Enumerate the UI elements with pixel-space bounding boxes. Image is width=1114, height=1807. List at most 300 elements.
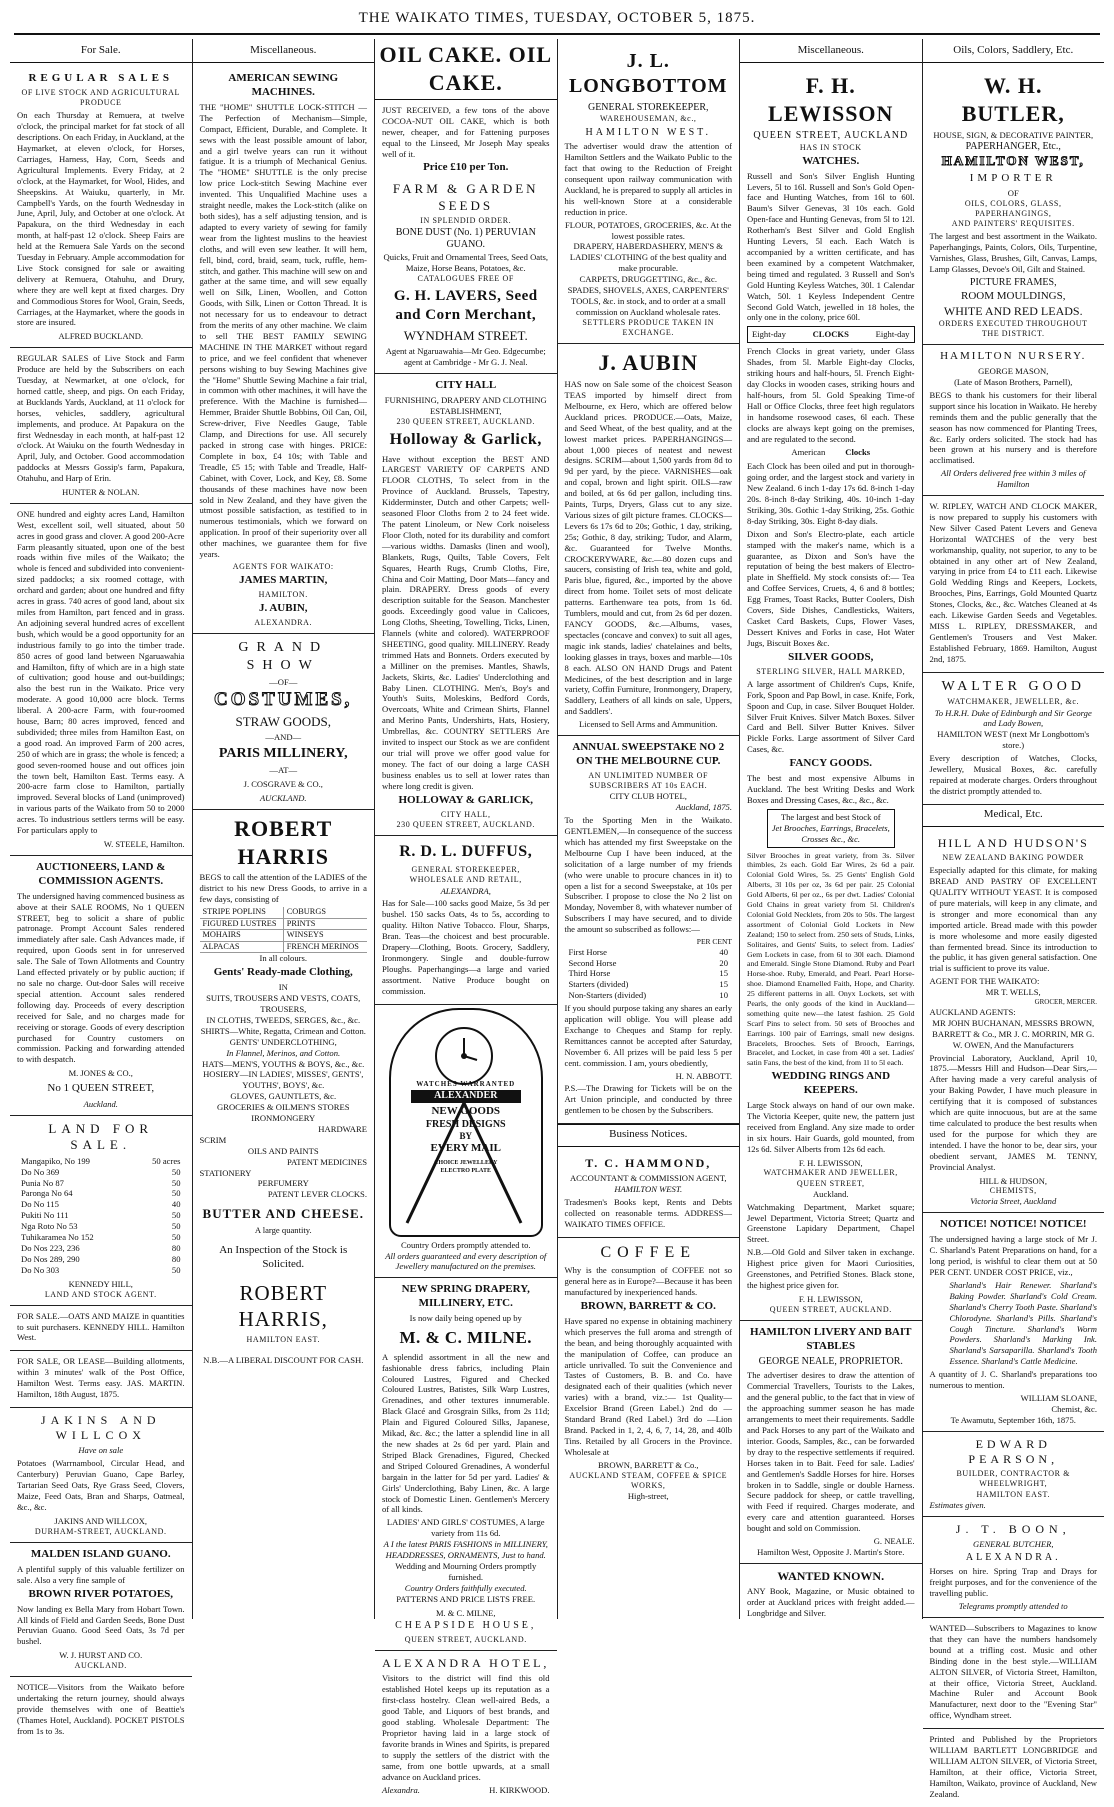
ad-street: WYNDHAM STREET.: [403, 327, 528, 343]
ad-ripley: [923, 496, 1105, 673]
fabric-row: [200, 907, 368, 919]
lot-place: Do No 303: [21, 1264, 60, 1275]
ad-title: J. L. LONGBOTTOM: [568, 50, 728, 98]
lot-place: Do Nos 289, 290: [21, 1253, 80, 1264]
ad-date: Auckland, 1875.: [675, 802, 732, 813]
ad-millinery: PARIS MILLINERY,: [218, 746, 348, 762]
prize-label: Starters (divided): [568, 979, 629, 990]
ad-line: An Inspection of the Stock is Solicited.: [219, 1243, 348, 1270]
ad-agents: Agent at Ngaruawahia—Mr Geo. Edgecumbe; agent at Cambridge - Mr G. J. Neal.: [385, 346, 546, 368]
ad-signature: BROWN, BARRETT & Co.,: [597, 1459, 699, 1470]
lot-acres: 40: [171, 1199, 181, 1210]
badge-line: NEW GOODS: [431, 1104, 501, 1117]
ad-title: GRAND SHOW: [238, 640, 329, 674]
lot-row: [17, 1210, 185, 1221]
ad-agent-name: JAMES MARTIN,: [239, 574, 328, 587]
ad-line: In Flannel, Merinos, and Cotton.: [226, 1047, 341, 1058]
ad-address: 230 QUEEN STREET, AUCKLAND.: [396, 819, 535, 829]
fabric-item: MOHAIRS: [200, 930, 284, 941]
section-heading: Business Notices.: [558, 1124, 740, 1147]
lot-row: [17, 1156, 185, 1167]
ad-subtitle: ACCOUNTANT & COMMISSION AGENT,: [569, 1173, 727, 1184]
ad-subtitle: AN UNLIMITED NUMBER OF SUBSCRIBERS AT 10s EACH.: [588, 771, 709, 791]
fabric-row: [200, 942, 368, 954]
ad-alexander-jeweller: [375, 1005, 557, 1279]
ad-place: Auckland.: [83, 1098, 118, 1109]
ad-jakins-willcox: [10, 1408, 192, 1543]
prize-value: 15: [719, 979, 728, 990]
lot-place: Do No 115: [21, 1199, 59, 1210]
ad-line: SCRIM: [199, 1134, 227, 1145]
ad-name: BROWN, BARRETT & CO.: [580, 1299, 716, 1312]
lot-row: [17, 1178, 185, 1189]
lot-row: [17, 1254, 185, 1265]
ad-line: PERFUMERY: [257, 1178, 309, 1189]
ad-signature-row: [382, 1785, 550, 1796]
ad-line: WHITE AND RED LEADS.: [943, 303, 1083, 318]
ad-line: IRONMONGERY: [251, 1113, 316, 1124]
ad-oil-cake: [375, 100, 557, 374]
ad-body: Provincial Laboratory, Auckland, April 10, 1875.—Messrs Hill and Hudson—Dear Sirs,—After having made a very careful analysis of your Baking Powder, I have much pleasure in certifying that it is composed of substances which are quite innocuous, but are at the same time calculated to produce the best results when used for the purpose for which they are intended. I have the honor to be, dear sirs, your obedient servant, JAMES M. TENNY, Provincial Analyst.: [929, 1052, 1097, 1172]
ad-line: All orders guaranteed and every description of Jewellery manufactured on the premises.: [385, 1250, 547, 1272]
ad-body: The advertiser would draw the attention of Hamilton Settlers and the Waikato Public to the fact that owing to the Reduction of Freight consequent upon railway communication with Auckland, he is prepared to supply all articles in his well-known Store at a considerable reduction in price.: [564, 141, 732, 217]
ad-place: Alexandra.: [382, 1784, 420, 1795]
ad-line: PATTERNS AND PRICE LISTS FREE.: [396, 1593, 536, 1604]
ad-line: STERLING SILVER, HALL MARKED,: [756, 666, 906, 676]
column-miscellaneous: [193, 39, 376, 1619]
ad-body: N.B.—Old Gold and Silver taken in exchange. Highest price given for Maori Curiosities, Greenstones, and Petrified Stones. Black stone, the highest price given for.: [747, 1247, 915, 1290]
ad-title: JAKINS AND WILLCOX: [40, 1413, 161, 1443]
ad-body: HAS now on Sale some of the choicest Season TEAS imported by himself direct from Melbourne, ex Hero, which are offered below Auckland prices. PRODUCE.—Oats, Maize, and Seed Wheat, of the best quality, and at the lowest market prices. PAPERHANGINGS—about 1,000 pieces of neatest and newest designs. SCRIM—about 1,500 yards from 8d to 9d per yard, by the piece. VARNISHES—oak and copal, brown and light spirit. OILS—raw and boiled, at 6s 6d per gallon, including tins. Paints, Turps, Dryers, Glass cut to any size. Various sizes of gilt picture frames. CLOCKS—Levers 6s 17s 6d to 20s; Gothic, 1 day, striking, 25s; Gothic, 8 day, striking; Tudor, and Alarm, &c. Guaranteed for Twelve Months. CROCKERYWARE, &c.—80 dozen cups and saucers, consisting of Irish tea, white and gold, Paris blue, figured, &c., imported by the above direct from home. Toilet sets of most delicate patterns. Earthenware tea pots, from 1s 6d. Tumblers, mould and cut, from 2s 6d per dozen. FANCY GOODS, &c.—Albums, vases, spectacles (concave and convex) to suit all ages, magic ink stands, ladies' chatelaines and belts, looking glasses in trays, boxes and marble—10s 8 each. ALSO ON HAND Drugs and Patent Medicines, of the best description and in large variety, Coffin Furniture, Ironmongery, Drapery, Saddlery, Leathers of all kinds on sale, Uppers, and Saddlers'.: [564, 379, 732, 717]
prize-label: Third Horse: [568, 968, 611, 979]
prize-header: PER CENT: [696, 937, 732, 947]
ad-title: ALEXANDRA HOTEL,: [382, 1656, 550, 1671]
ad-place: AUCKLAND.: [74, 1661, 127, 1670]
prize-label: First Horse: [568, 946, 607, 957]
lot-row: [17, 1221, 185, 1232]
ad-line: GENTS' UNDERCLOTHING,: [229, 1036, 337, 1047]
ad-body: NOTICE—Visitors from the Waikato before undertaking the return journey, should always provide themselves with one of Beattie's (Thames Hotel, Auckland). POCKET PISTOLS from 1s to 3s.: [17, 1682, 185, 1736]
prize-row: [565, 979, 733, 990]
ad-body: Russell and Son's Silver English Hunting Levers, 5l to 16l. Russell and Son's Gold Open-face and Hunting Watches, from 16l to 60l. Baum's Silver Genevas, 3l 10s each. Gold Open-face and Hunting Genevas, from 5l to 12l. Rotherham's Best Silver and Gold English Hunting Levers, 5l each. Each Watch is accompanied by a written certificate, and has been examined by a competent Watchmaker, being timed and regulated. 3 Russell and Son's Gold Hunting Keyless Watches, 30l. 1 Calendar Watch, 50l. 1 Keyless Independent Centre Second Gold Watch, jewelled in 18 holes, the only one in the colony, price 60l.: [747, 170, 915, 323]
ad-line: ROOM MOULDINGS,: [960, 289, 1066, 302]
ad-line: SHIRTS—White, Regatta, Crimean and Cotton.: [200, 1025, 366, 1036]
ad-signature: Chemist, &c.: [1051, 1403, 1097, 1414]
ad-duffus: [375, 836, 557, 1005]
ad-body: Large Stock always on hand of our own make. The Victoria Keeper, quite new, the pattern just received from England. Any size made to order in six hours. Hair Guards, gold mounted, from 12s 6d. Silver Alberts from 12s 6d each.: [747, 1100, 915, 1154]
ad-straw: STRAW GOODS,: [235, 713, 331, 729]
ad-signature: KENNEDY HILL,: [68, 1278, 133, 1289]
ad-title: NEW SPRING DRAPERY, MILLINERY, ETC.: [401, 1283, 530, 1310]
ad-address: No 1 QUEEN STREET,: [47, 1082, 155, 1094]
ad-head: CITY HALL: [435, 379, 497, 392]
ad-body: ONE hundred and eighty acres Land, Hamilton West, excellent soil, well situated, about 50 acres in good grass and clover. A good 200-Acre Farm pleasantly situated, upon one of the best roads within five miles of the Waikato; the whole is fenced and subdivided into convenient-sized paddocks; a six roomed cottage, with orchard and garden; about one hundred and fifty acres in grass. 740 acres of good land, about six miles from Hamilton, part fenced and in grass. An adjoining several hundred acres of excellent bush, which would be a good opportunity for an industrious family to go into the timber trade. 850 acres of good land between Ngaruawahia and Hamilton, fifty of which are in a high state of cultivation; good house and out-buildings; also the best run in the Waikato. Price very moderate. A good 10,000 acre block. Terms liberal. A 200-acre Farm, with four-roomed house, Barn; 80 acres improved, fenced and subdivided; three miles from Hamilton East, on a good road. An improved Farm of 200 acres, 250 of which are in grass; the whole is fenced; a good seven-roomed house and out offices join the town belt, Hamilton East. Terms easy. A 200-acre farm close to Hamilton, partially improved. Several blocks of Land (unimproved) in various parts of the Waikato from 50 to 2000 acres. To industrious settlers terms will be easy. For particulars apply to: [17, 508, 185, 836]
ad-body: Tradesmen's Books kept, Rents and Debts collected on reasonable terms. ADDRESS—WAIKATO TIMES OFFICE.: [564, 1197, 732, 1230]
lot-acres: 50: [171, 1264, 181, 1275]
ad-subtitle: WHOLESALE AND RETAIL,: [409, 875, 522, 885]
ad-title: F. H. LEWISSON: [768, 72, 894, 126]
ad-body: A quantity of J. C. Sharland's preparations too numerous to mention.: [929, 1369, 1097, 1391]
ad-signature: F. H. LEWISSON,: [798, 1293, 863, 1304]
clocks-banner: [747, 326, 915, 343]
ad-signature: M. JONES & CO.,: [68, 1068, 133, 1079]
lot-acres: 80: [171, 1243, 181, 1253]
ad-line: PATENT LEVER CLOCKS.: [267, 1189, 367, 1200]
ad-body: Has for Sale—100 sacks good Maize, 5s 3d per bushel. 150 sacks Oats, 4s to 5s, according to quality. Hilton Native Tobacco. Flour, Sharps, Bran. Teas—the choicest and best procurable. Drapery—Clothing, Boots. Grocery, Saddlery, Ironmongery. Single and double-furrow Ploughs. Paperhangings—a large and varied assortment. Native Produce bought on commission.: [382, 898, 550, 996]
clocks-left: Eight-day: [752, 329, 786, 340]
ad-line: PATENT MEDICINES: [287, 1156, 367, 1167]
ad-body: Silver Brooches in great variety, from 3s. Silver thimbles, 2s each. Gold Ear Wires, 2s 6d a pair. Colonial Gold Wires, 5s. 25 Gents' English Gold Alberts, 3l 10s per oz, 3s 6d per pair. 25 Colonial Gold Alberts, 6l per oz., 6s per dwt. Ladies' Colonial Gold Chains in great variety from 5l. Children's Colonial Gold Necklets, from 20s to 50s. The largest assortment of Colonial Gold Lockets in New Zealand; 150 to select from. 250 sets of Studs, Links, Solitaires, and Gents' Suits, to select from. Ladies' Gem Lockets in case, from 6l to 30l each. Diamond and Emerald. Single Stone Diamond. Ruby and Pearl Horse-shoe. Ruby, Emerald, and Pearl. Pearl Horse-shoe. Diamond Enamelled Faith, Hope, and Charity. 25 different patterns in all. Onyx Lockets, set with Pearls, the only goods of the kind in Auckland—something quite new—the latest fashion. 25 Gold Scarf Pins to select from. 50 sets of Brooches and Earrings. 100 pair of Earrings, small new designs. Bracelets, Brooches. Sets of Brooch, Earrings, Bracelet, and Locket, in case from 40l a set. Ladies' satin Fans, the best of the kind, from 1l to 5l each.: [747, 850, 915, 1068]
ad-subtitle: WAREHOUSEMAN, &c.,: [599, 114, 697, 124]
clocks-right: Eight-day: [875, 329, 910, 340]
ad-notice-visitors: [10, 1677, 192, 1744]
ad-hill-hudson: [923, 831, 1105, 1214]
badge-line: FRESH DESIGNS: [425, 1118, 506, 1130]
lot-acres: 50 acres: [152, 1155, 181, 1166]
ad-body: Horses on hire. Spring Trap and Drays for freight purposes, and for the convenience of the travelling public.: [929, 1566, 1097, 1599]
ad-subtitle: GENERAL STOREKEEPER,: [587, 101, 709, 113]
ad-subtitle: NEW ZEALAND BAKING POWDER: [942, 853, 1085, 863]
clocks-mid: CLOCKS: [812, 329, 849, 340]
ad-pearson: [923, 1432, 1105, 1517]
ad-land-steele: [10, 504, 192, 856]
ad-line: BUTTER AND CHEESE.: [202, 1206, 364, 1222]
ad-walter-good: [923, 673, 1105, 805]
ad-title: AUCTIONEERS, LAND & COMMISSION AGENTS.: [36, 860, 166, 887]
ad-line: CITY HALL,: [440, 809, 491, 819]
ad-body: FOR SALE.—OATS AND MAIZE in quantities to suit purchasers. KENNEDY HILL. Hamilton West.: [17, 1310, 185, 1343]
ad-title: J. AUBIN: [598, 350, 699, 376]
ad-body: The largest and best assortment in the Waikato. Paperhangings, Paints, Colors, Oils, Turpentine, Varnishes, Glass, Brushes, Gilt, Canvas, Lamps, Lamp Glasses, Devoe's Oil, Gilt and Stained.: [929, 231, 1097, 274]
badge-ring-right: ELECTRO PLATE: [440, 1167, 491, 1174]
american-clocks-banner: [747, 447, 915, 458]
lot-acres: 50: [171, 1177, 181, 1188]
lot-acres: 80: [171, 1253, 181, 1264]
ad-title: T. C. HAMMOND,: [585, 1156, 712, 1171]
column-heading: Miscellaneous.: [740, 41, 922, 63]
prize-value: 10: [719, 990, 728, 1001]
ad-agent-label: AGENT FOR THE WAIKATO:: [929, 976, 1040, 987]
american-label: American: [791, 447, 826, 458]
ad-agents: MR JOHN BUCHANAN, MESSRS BROWN, BARRETT & Co., MR J. C. MORRIN, MR G. W. OWEN, And the Manufacturers: [932, 1017, 1095, 1050]
ad-line: Telegrams promptly attended to: [958, 1601, 1068, 1612]
ad-body: The best and most expensive Albums in Auckland. The best Writing Desks and Work Boxes and Dressing Cases, &c., &c., &c.: [747, 773, 915, 805]
fabric-item: FRENCH MERINOS: [286, 941, 359, 951]
ad-grand-show: [193, 634, 375, 809]
badge-ring-top: WATCHES WARRANTED: [416, 1079, 516, 1088]
ad-line: OILS AND PAINTS: [247, 1145, 319, 1156]
prize-row: [565, 968, 733, 979]
ad-subtitle: Is now daily being opened up by: [409, 1313, 522, 1324]
ad-address: 230 QUEEN STREET, AUCKLAND.: [396, 417, 535, 427]
ad-agent-name: J. AUBIN,: [258, 602, 308, 615]
ad-section: FANCY GOODS.: [789, 757, 872, 770]
ad-building-allotments: [10, 1351, 192, 1408]
badge-name: ALEXANDER: [411, 1090, 521, 1103]
ad-body: The undersigned having a large stock of Mr J. C. Sharland's Patent Preparations on hand, for a long period, is wishful to clear them out at 50 PER CENT. UNDER COST PRICE, viz.,: [929, 1234, 1097, 1278]
ad-separator: —OF—: [269, 676, 298, 687]
ad-highlight: BROWN RIVER POTATOES,: [28, 1587, 174, 1600]
ad-body: On each Thursday at Remuera, at twelve o'clock, the principal market for fat stock of all descriptions. On each Friday, in Auckland, at the Haymarket, at eleven o'clock, for Horses, Carriages, Harness, Hay, Corn, Seeds and Agricultural Implements. Every Friday, at 2 o'clock, at the Haymarket, for Wool, Hides, and Sheepskins. At Waiuku, quarterly, in Mr. Campbell's Yards, on the fourth Wednesday in June, April, July, and October at one o'clock. At Papakura, on the third Wednesday in each month, at half-past 12 o'clock. Sheep Fairs are held at the Remuera Sale Yards on the second Tuesday in February. Ample accommodation for Live Stock consigned for sale or awaiting delivery at Remuera, Otahuhu, and Drury, where they are well kept at fixed charges. Dry and Commodious Stores for Wool, Grain, Seeds, Carriages, at the Haymarket, where the goods in store are insured.: [17, 110, 185, 328]
ad-longbottom: [558, 41, 740, 344]
ad-date: Te Awamutu, September 16th, 1875.: [950, 1414, 1076, 1425]
jet-items: Jet Brooches, Earrings, Bracelets, Crosses &c., &c.: [771, 822, 890, 844]
ad-subtitle: Have on sale: [78, 1445, 124, 1456]
ad-section: SILVER GOODS,: [788, 650, 874, 663]
ad-signature: HUNTER & NOLAN.: [62, 487, 140, 498]
ad-subtitle: OF LIVE STOCK AND AGRICULTURAL PRODUCE: [21, 87, 180, 108]
lot-row: [17, 1243, 185, 1254]
ad-signature: G. NEALE.: [873, 1536, 915, 1547]
column-oils-colors: [923, 39, 1105, 1799]
prize-value: 20: [719, 957, 728, 968]
badge-line: BY: [459, 1131, 472, 1142]
masthead: THE WAIKATO TIMES, TUESDAY, OCTOBER 5, 1875.: [14, 10, 1100, 35]
section-heading: Medical, Etc.: [923, 805, 1105, 827]
fabrics-table: [200, 907, 368, 953]
ad-body: Quicks, Fruit and Ornamental Trees, Seed Oats, Maize, Horse Beans, Potatoes, &c.: [383, 251, 548, 273]
ad-body: Visitors to the district will find this old established Hotel keeps up its reputation as a first-class hostelry. Clean well-aired Beds, a good Table, and Liquors of best brands, and good stabling. Wholesale Department: The Proprietor having laid in a large stock of favorite brands in Wines and Spirits, is prepared to supply the settlers of the district with the same, from one bottle upwards, at a small advance on Auckland prices.: [382, 1673, 550, 1782]
ad-agent-place: HAMILTON.: [258, 590, 308, 600]
ad-title: WALTER GOOD: [941, 678, 1085, 694]
ad-title: WANTED KNOWN.: [777, 1568, 885, 1583]
column-lewisson: [740, 39, 923, 1619]
ad-late: (Late of Mason Brothers, Parnell),: [954, 376, 1073, 387]
ad-agent-place: ALEXANDRA.: [254, 618, 313, 628]
ad-line: BONE DUST (No. 1) PERUVIAN GUANO.: [395, 226, 536, 251]
ad-wanted-subscribers: [923, 1618, 1105, 1729]
ad-subtitle: GENERAL STOREKEEPER,: [411, 865, 520, 875]
ad-land-for-sale: [10, 1116, 192, 1306]
ad-place: ALEXANDRA,: [440, 885, 491, 896]
ad-title: ROBERT HARRIS: [234, 815, 333, 869]
ad-line: All Orders delivered free within 3 miles of Hamilton: [941, 468, 1086, 490]
fabric-item: WINSEYS: [286, 930, 324, 940]
ad-separator: —AND—: [265, 732, 302, 743]
prize-row: [565, 947, 733, 958]
ad-regular-sales: [10, 67, 192, 348]
ad-livery-stables: [740, 1321, 922, 1564]
ad-title: COFFEE: [600, 1243, 697, 1261]
jet-box: [767, 809, 895, 848]
ad-section: WATCHES.: [802, 154, 860, 167]
ad-body: A plentiful supply of this valuable fertilizer on sale. Also a very fine sample of: [17, 1563, 185, 1585]
ad-body: BEGS to call the attention of the LADIES of the district to his new Dress Goods, to arrive in a few days, consisting of: [199, 872, 367, 905]
prize-value: 15: [719, 968, 728, 979]
lot-place: Mangapiko, No 199: [21, 1155, 90, 1166]
ad-title: HAMILTON LIVERY AND BAIT STABLES: [750, 1325, 912, 1352]
lot-place: Tuhikaramea No 152: [21, 1232, 94, 1243]
ad-line: Licensed to Sell Arms and Ammunition.: [579, 719, 718, 730]
ad-line: OF: [1007, 187, 1019, 198]
ad-line: CARPETS, DRUGGETTING, &c., &c.: [579, 274, 717, 285]
column-longbottom: [558, 39, 741, 1619]
ad-line: CATALOGUES FREE OF: [417, 273, 514, 283]
ad-items: Potatoes (Warrnambool, Circular Head, and Canterbury) Peruvian Guano, Cape Barley, Tartarian Seed Oats, Rye Grass Seed, Clovers, Maize, Feed Oats, Bran and Sharps, Oatmeal, &c., &c.: [17, 1458, 185, 1512]
ad-line: AND PAINTERS' REQUISITES.: [951, 219, 1075, 229]
ad-body: FOR SALE, OR LEASE—Building allotments, within 3 minutes' walk of the Post Office, Hamilton West. Terms easy. JAS. MARTIN. Hamilton, 18th August, 1875.: [17, 1356, 185, 1400]
ad-line: HOSIERY—IN LADIES', MISSES', GENTS', YOUTHS', BOYS', &c.: [203, 1069, 364, 1091]
ad-title: NOTICE! NOTICE! NOTICE!: [939, 1218, 1087, 1231]
ad-line: HARDWARE: [318, 1123, 367, 1134]
ad-title: ANNUAL SWEEPSTAKE NO 2 ON THE MELBOURNE CUP.: [572, 741, 725, 768]
jet-head: The largest and best Stock of: [780, 811, 881, 822]
ad-line: HAS IN STOCK: [799, 142, 862, 152]
ad-subtitle: IN SPLENDID ORDER.: [420, 216, 512, 226]
lot-row: [17, 1232, 185, 1243]
ad-body: French Clocks in great variety, under Glass Shades, from 5l. Marble Eight-day Clocks, striking hours and half-hours, 5l. French Eight-day Clocks in wooden cases, striking hours and half-hours, from 5l. Gold Speaking Time-of Hall or Office Clocks, three feet high regulators in handsome rosewood cases, 6l each. These clocks are always kept going on the premises, and are regulated to the second.: [747, 346, 915, 444]
ad-title: FARM & GARDEN SEEDS: [392, 181, 539, 213]
ad-signature: F. H. LEWISSON,: [798, 1157, 863, 1168]
ad-line: In all colours.: [259, 953, 307, 964]
prize-value: 40: [719, 946, 728, 957]
fabric-item: ALPACAS: [200, 942, 284, 953]
ad-name: GEORGE MASON,: [978, 366, 1049, 377]
ad-wanted-known: [740, 1564, 922, 1626]
lot-row: [17, 1199, 185, 1210]
ad-line: Country Orders faithfully executed.: [404, 1582, 527, 1593]
imprint: [923, 1729, 1105, 1806]
ad-notice-sharland: [923, 1213, 1105, 1431]
fabric-row: [200, 930, 368, 942]
ad-title: MALDEN ISLAND GUANO.: [30, 1547, 171, 1560]
ad-hammond: [558, 1151, 740, 1238]
ad-body: Have spared no expense in obtaining machinery which preserves the full aroma and strength of the bean, and being thoroughly acquainted with the manipulation of Coffee, can produce an article unrivalled. To suit the Convenience and Tastes of Customers, B. B. and Co. have designated each of their qualities (which never varies) with a brand, viz.:— 1st Quality—Excelsior Brand (Green Label.) 2nd do —Standard Brand (Red Label.) 3rd do —Lion Brand. Packed in 1, 2, 4, 6, 7, 14, 28, and 40lb Tins. Retailed by all Grocers in the Province. Wholesale at: [564, 1315, 732, 1457]
lot-row: [17, 1167, 185, 1178]
ad-signature: High-street,: [627, 1490, 669, 1501]
ad-body: REGULAR SALES of Live Stock and Farm Produce are held by the Subscribers on each Tuesday, at Newmarket, at one o'clock, for horned cattle, sheep, and pigs. On each Friday, at Bucklands Yards, Auckland, at 11 o'clock for horses, vehicles, saddlery, agricultural implements, and produce. At Papakura on the first Wednesday in each month, at half-past 12 o'clock. At Waiuku on the fourth Wednesday in April, July, and October. Good accommodation paddocks at Messrs Gossip's farm, Papakura, Otahuhu, and Harp of Erin.: [17, 353, 185, 484]
ad-place: HAMILTON EAST.: [976, 1489, 1051, 1499]
prize-row: [565, 990, 733, 1001]
badge-line: EVERY MAIL: [430, 1142, 501, 1155]
prize-row: [565, 958, 733, 969]
ad-house: CHEAPSIDE HOUSE,: [395, 1620, 537, 1632]
ad-signature: W. J. HURST AND CO.: [59, 1650, 143, 1661]
ad-body: Watchmaking Department, Market square; Jewel Department, Victoria Street; Quartz and Greenstone Lapidary Department, Chapel Street.: [747, 1201, 915, 1245]
ad-signature: QUEEN STREET, AUCKLAND.: [769, 1304, 892, 1314]
ad-place: HAMILTON WEST (next Mr Longbottom's store.): [937, 729, 1090, 751]
ad-signature: WILLIAM SLOANE,: [1020, 1393, 1097, 1404]
ad-body: Have without exception the BEST AND LARGEST VARIETY OF CARPETS AND FLOOR CLOTHS, To select from in the Province of Auckland. Brussels, Tapestry, Kidderminster, Dutch and other Carpets; well-seasoned Floor Cloths from 2 to 24 feet wide. The patent Linoleum, or New Cork noiseless Floor Cloth, noted for its durability and comfort—various widths. Damasks (linen and wool), Blankets, Rugs, Quilts, Table Covers, Felt Squares, Hearth Rugs, Crumb Cloths, Fire, China and Coir Matting, Door Mats—fancy and plain. DRAPERY. Dress goods of every description suitable for the Season. Manchester goods. Exceedingly good value in Calicoes, Long Cloths, Sheeting, Towelling, Ticks, Linen, Flannels (white and colored). WATERPROOF SHEETING, good quality. MILLINERY. Ready trimmed Hats and Bonnets. Orders executed by a Milliner on the premises. Mantles, Shawls, Jackets, Skirts, &c. Ladies' Underclothing and Baby Linen. CLOTHING. Men's, Boy's and Youth's Suits, Moleskins, Bedford Cords, Overcoats, White and Crimean Shirts, Flannel and Merino Pants, Undershirts, Hats, Hosiery, Umbrellas, &c. COUNTRY SETTLERS Are invited to inspect our Stock as we are confident our trial will prove we offer good value for money. The fact of our doing a large CASH business enables us to sell at lower rates than where long credit is given.: [382, 453, 550, 791]
ad-line: GROCERIES & OILMEN'S STORES: [217, 1102, 350, 1113]
ad-oats-maize: [10, 1306, 192, 1352]
american-clocks: Clocks: [845, 447, 871, 458]
ad-subtitle: PAPERHANGER, Etc.,: [965, 140, 1061, 152]
lot-place: Punia No 87: [21, 1177, 64, 1188]
badge-ring-left: CHOICE JEWELLERY: [434, 1160, 498, 1167]
prize-label: Non-Starters (divided): [568, 990, 647, 1001]
columns: [10, 39, 1104, 1799]
ad-milne: [375, 1278, 557, 1651]
ad-body: JUST RECEIVED, a few tons of the above COCOA-NUT OIL CAKE, which is both newer, cheaper, and for Fattening purposes equal to the Linseed, Mr Joseph May speaks well of it.: [382, 104, 550, 159]
ad-line: SETTLERS PRODUCE TAKEN IN EXCHANGE.: [582, 317, 715, 337]
ad-line: DRAPERY, HABERDASHERY, MEN'S & LADIES' CLOTHING of the best quality and make procurable.: [569, 241, 727, 274]
ad-body: Dixon and Son's Electro-plate, each article stamped with the maker's name, which is a guarantee, as Dixon and Son's have the reputation of being the best makers of Electro-plate in Sheffield. My stock consists of:— Tea and Coffee Services, Cruets, 4, 6 and 8 bottles; Egg Frames, Toast Racks, Butter Coolers, Dish Covers, Side Dishes, Candlesticks, Waiters, Casket Card Baskets, Cups, Flower Vases, Dessert Knives and Forks in case, Hot Water Jugs, Biscuit Boxes &c.: [747, 528, 915, 648]
ad-body: Especially adapted for this climate, for making BREAD AND PASTRY OF EXCELLENT QUALITY WITHOUT YEAST. It is composed of pure materials, will keep in any climate, and is stronger and more economical than any imported article. Bread made with this powder is more wholesome and more easily digested than fermented bread. Since its introduction to the public, it has given general satisfaction. One trial is sufficient to prove its value.: [929, 865, 1097, 974]
ad-line: Country Orders promptly attended to.: [400, 1239, 531, 1250]
ad-title: HAMILTON NURSERY.: [940, 350, 1087, 363]
lots-list: [17, 1156, 185, 1276]
ad-line: A I the latest PARIS FASHIONS in MILLINERY, HEADDRESSES, ORNAMENTS, Just to hand.: [383, 1539, 548, 1561]
ad-signature: AUCKLAND STEAM, COFFEE & SPICE WORKS,: [569, 1470, 728, 1490]
column-heading: Oils, Colors, Saddlery, Etc.: [923, 41, 1105, 63]
ad-aubin: [558, 344, 740, 736]
ad-butler: [923, 67, 1105, 345]
lot-acres: 50: [171, 1232, 181, 1243]
lot-acres: 50: [171, 1210, 181, 1221]
ad-line: HATS—MEN'S, YOUTHS & BOYS, &c., &c.: [202, 1058, 365, 1069]
jeweller-badge-illustration: [389, 1008, 543, 1237]
ad-subtitle: BUILDER, CONTRACTOR & WHEELWRIGHT,: [956, 1469, 1071, 1489]
ad-title: EDWARD PEARSON,: [968, 1436, 1059, 1466]
fabric-item: FIGURED LUSTRES: [200, 919, 284, 930]
ad-body: The undersigned having commenced business as above at their SALE ROOMS, No 1 QUEEN STREET, beg to solicit a share of public patronage. Prompt Account Sales rendered immediately after sale. Cash Advances made, if required, upon Goods sent in for unreserved sale. The Sale of Town Allotments and Country Land effected privately or by public auction; if no sale no charge. Out-door Sales will receive special attention. Account sales rendered following day. Proceeds of every description received for Sale, and no charges made for receiving or storage. Goods of every description purchased for Country customers on commission. Packing and forwarding attended to with despatch.: [17, 890, 185, 1065]
ad-title: LAND FOR SALE.: [48, 1120, 154, 1153]
ad-signature: ALFRED BUCKLAND.: [58, 331, 144, 342]
ad-line: IN CLOTHS, TWEEDS, SERGES, &c., &c.: [206, 1014, 361, 1025]
ad-signature: HOLLOWAY & GARLICK,: [398, 793, 534, 806]
ad-name: M. & C. MILNE.: [399, 1328, 533, 1348]
column-heading: OIL CAKE. OIL CAKE.: [375, 41, 557, 100]
ad-robert-harris: [193, 810, 375, 1371]
ad-line: FLOUR, POTATOES, GROCERIES, &c. At the lowest possible rates.: [564, 219, 732, 241]
ad-agents: AGENTS FOR WAIKATO:: [232, 561, 334, 571]
ad-signature: CHEMISTS,: [989, 1186, 1037, 1196]
ad-body: Each Clock has been oiled and put in thorough-going order, and the largest stock and variety in New Zealand. 6 inch 1-day 17s 6d. 8-inch 1-day 20s. 8-inch 8-day Striking, 40s. 10-inch 1-day Striking, 30s. Gothic 1-day Striking, 25s. Gothic 8-day Striking, 30s. Eight 8-day dials.: [747, 461, 915, 526]
ad-body: W. RIPLEY, WATCH AND CLOCK MAKER, is now prepared to supply his customers with New Silver Cased Patent Levers and Geneva Horizontal WATCHES of the very best workmanship, quality, not superior, to any to be obtained in any other art of New Zealand, varying in price from £4 to £11 each. Likewise Gold Wedding Rings and Keepers, Lockets, Brooches, Pins, Earrings, Gold Mounted Quartz Stones, Clocks, &c., &c. Watches Cleaned at 4s each. Likewise Garden Seeds and Vegetables. MISS L. RIPLEY, DRESSMAKER, and Gentlemen's Trousers and Vest Maker. Established February, 1869. Hamilton, August 2nd, 1875.: [929, 501, 1097, 664]
ad-sewing-machines: [193, 67, 375, 634]
ad-royal: To H.R.H. Duke of Edinburgh and Sir George and Lady Bowen,: [934, 707, 1092, 729]
ad-section: WEDDING RINGS AND KEEPERS.: [771, 1070, 891, 1097]
lot-acres: 50: [171, 1166, 181, 1177]
ad-line: OILS, COLORS, GLASS, PAPERHANGINGS,: [964, 198, 1062, 218]
ad-place: ALEXANDRA.: [965, 1551, 1061, 1563]
ad-signature: M. & C. MILNE,: [436, 1607, 496, 1618]
ad-title: AMERICAN SEWING MACHINES.: [228, 71, 339, 98]
lot-place: Do Nos 223, 236: [21, 1243, 80, 1253]
lot-acres: 50: [171, 1221, 181, 1232]
ad-body: To the Sporting Men in the Waikato. GENTLEMEN,—In consequence of the success which has attended my first Sweepstake on the Melbourne Cup I have been induced, at the solicitation of a large number of my friends (who were unable to procure chances in it) to open a list for a second Sweepstake, at 10s per Subscriber. I propose to close the No 2 list on Monday, November 8, with whatever number of Subscribers I may have secured, and to divide the amount so subscribed as follows:—: [564, 815, 732, 935]
ad-hunter-nolan: [10, 348, 192, 504]
ad-body: Now landing ex Bella Mary from Hobart Town. All kinds of Field and Garden Seeds, Bone Dust Peruvian Guano. Good Seed Oats, 3s 7d per bushel.: [17, 1603, 185, 1647]
ad-line: PICTURE FRAMES,: [969, 276, 1057, 288]
imprint-text: Printed and Published by the Proprietors WILLIAM BARTLETT LONGBRIDGE and WILLIAM ALTON SILVER, of Victoria Street, Hamilton, at their office, Victoria Street, Hamilton, Waikato, province of Auckland, New Zealand.: [929, 1734, 1097, 1799]
ad-proprietor: GEORGE NEALE, PROPRIETOR.: [758, 1355, 903, 1367]
ad-agents-label: AUCKLAND AGENTS:: [929, 1006, 1016, 1017]
ad-body: Why is the consumption of COFFEE not so general here as in Europe?—Because it has been manufactured by inexperienced hands.: [564, 1265, 732, 1298]
ad-body: THE "HOME" SHUTTLE LOCK-STITCH —The Perfection of Mechanism—Simple, Compact, Efficient, Durable, and Complete. It sews with the least possible amount of labor, and a girl twelve years can run it without fatigue. It is a triumph of Mechanical Genius. The "HOME" SHUTTLE is the only precise low price Lock-stitch Sewing Machine ever invented. This Unqualified Machine uses a straight needle, makes the Lock-stitch (alike on both sides), has a self adjusting tension, and is adapted to every variety of sewing for family wear from the lightest muslins to the heaviest cloths, and will even sew leather. It will hem, fell, bind, cord, braid, seam, tuck, ruffle, hem-stitch, and gather. This machine will sew on and gather at the same time, and will sew equally well on Silk, Linen, Woollen, and Cotton Goods, with Silk, Linen or Cotton Thread. It is not necessary for us to endeavour to detract from the merits of any other machine. We claim to sell THE BEST FAMILY SEWING MACHINE IN THE MARKET without regard to price, and we feel confident that whenever persons wishing to buy Sewing Machines give the "Home" Shuttle Sewing Machine a fair trial, in common with other machines, it will have the preference. With the Machine is furnished—Hemmer, Braider Shuttle Bobbins, Oil Can, Oil, Screw-driver, Five Needles Gauge, Table Clamp, and Directions for use. All securely packed in strong case with hinges. PRICE: Complete in box, £4 10s; with Table and Treadle, £5 15; with Table and Treadle, Half-Cabinet, with Cover, Lock, and Key, £8. Some thousands of these machines have now been sold in New Zealand, and they have given the utmost possible satisfaction, as testified to in numerous testimonials, which we forward on application. In proof of their superiority over all other machines, we guarantee them for five years.: [199, 101, 367, 560]
ad-malden-guano: [10, 1543, 192, 1677]
prize-label: Second Horse: [568, 957, 617, 968]
ad-body: ANY Book, Magazine, or Music obtained to order at Auckland prices with freight added.—Longbridge and Silver.: [747, 1586, 915, 1618]
ad-body: BEGS to thank his customers for their liberal support since his location in Waikato. He hereby reminds them and the public generally that the season has now commenced for Planting Trees, &c. Early orders solicited. The stock had has been grown at his nursery and is therefore acclimatised.: [929, 389, 1097, 466]
ad-signature: W. STEELE, Hamilton.: [103, 839, 185, 849]
ad-signature: HILL & HUDSON,: [979, 1175, 1047, 1186]
ad-line: A large quantity.: [254, 1224, 312, 1235]
ad-items: Sharland's Hair Renewer. Sharland's Baking Powder. Sharland's Cold Cream. Sharland's Cherry Tooth Paste. Sharland's Chlorodyne. Sharland's Pills. Sharland's Cough Tincture. Sharland's Worm Powders. Sharland's Marking Ink. Sharland's Sarsaparilla. Sharland's Tooth Essence. Sharland's Cattle Medicine.: [949, 1279, 1097, 1367]
ad-line: STATIONERY: [199, 1167, 252, 1178]
ad-line: LADIES' AND GIRLS' COSTUMES, A large variety from 11s 6d.: [386, 1517, 545, 1539]
fabric-item: STRIPE POPLINS: [200, 907, 284, 918]
lot-place: Do No 369: [21, 1166, 60, 1177]
ad-sweepstake: [558, 736, 740, 1124]
lot-place: Pukiti No 111: [21, 1210, 69, 1221]
ad-line: SPADES, SHOVELS, AXES, CARPENTERS' TOOLS, &c. in stock, and to order at a small commission on Auckland wholesale rates.: [567, 285, 729, 317]
ad-subtitle: HOUSE, SIGN, & DECORATIVE PAINTER,: [933, 129, 1094, 140]
ad-hotel: CITY CLUB HOTEL,: [609, 791, 687, 802]
badge-text: [411, 1080, 521, 1176]
ad-signature: Victoria Street, Auckland: [970, 1196, 1057, 1207]
